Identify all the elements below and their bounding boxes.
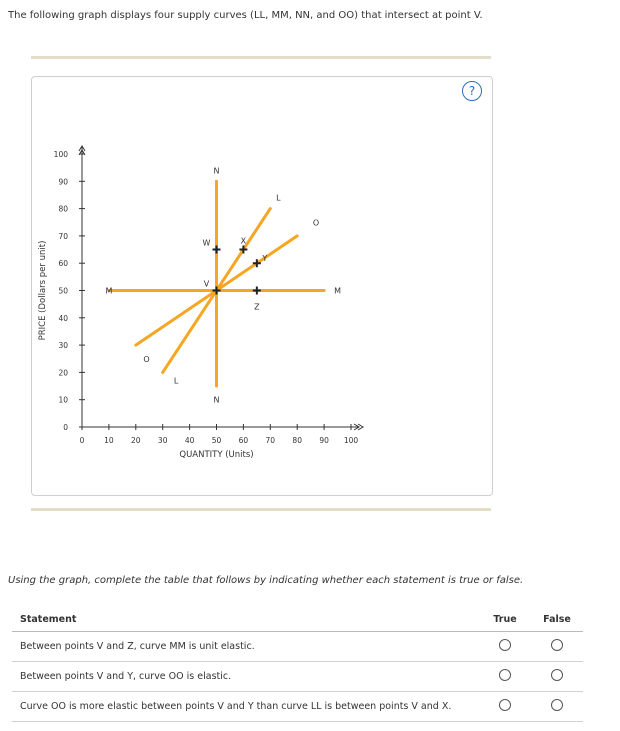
table-row	[12, 632, 583, 662]
y-tick-label: 60	[58, 259, 68, 269]
x-tick-label: 70	[265, 436, 276, 445]
curve-label: L	[276, 193, 281, 203]
x-tick-label: 50	[211, 436, 222, 445]
x-tick-label: 60	[238, 436, 249, 445]
point-label: X	[240, 236, 247, 246]
y-axis-label: PRICE (Dollars per unit)	[38, 240, 48, 341]
statement-header: Statement	[12, 608, 479, 632]
true-radio[interactable]	[499, 669, 511, 681]
point-marker	[253, 287, 261, 295]
curve-label: M	[334, 286, 342, 296]
instruction-text: Using the graph, complete the table that follows by indicating whether each statement is true or false.	[8, 575, 524, 586]
statement-text: Curve OO is more elastic between points V and Y than curve LL is between points V and X.	[12, 692, 479, 722]
curve-label: O	[143, 354, 150, 364]
x-tick-label: 100	[343, 436, 359, 445]
y-tick-label: 0	[63, 423, 68, 432]
x-tick-label: 80	[292, 436, 302, 445]
false-radio[interactable]	[551, 639, 563, 651]
table-header-row	[12, 608, 583, 632]
curve-label: N	[213, 395, 220, 405]
y-tick-label: 40	[58, 313, 68, 323]
false-header: False	[531, 608, 583, 632]
curve-label: L	[173, 376, 179, 386]
table-row	[12, 662, 583, 692]
supply-curves-chart[interactable]	[32, 77, 492, 495]
curve-label: M	[105, 286, 113, 296]
y-tick-label: 70	[58, 231, 68, 241]
true-radio[interactable]	[499, 699, 511, 711]
false-radio[interactable]	[551, 699, 563, 711]
y-tick-label: 10	[58, 395, 68, 405]
true-header: True	[479, 608, 531, 632]
point-label: V	[203, 279, 210, 289]
point-label: Y	[262, 254, 268, 264]
intro-text: The following graph displays four supply curves (LL, MM, NN, and OO) that intersect at point V.	[8, 10, 483, 21]
x-tick-label: 0	[79, 436, 85, 445]
table-row	[12, 692, 583, 722]
x-tick-label: 40	[184, 436, 195, 445]
x-tick-label: 90	[319, 436, 329, 445]
y-tick-label: 50	[58, 286, 68, 296]
curve-label: N	[213, 166, 220, 176]
statement-text: Between points V and Y, curve OO is elastic.	[12, 662, 479, 692]
graph-panel	[31, 76, 493, 496]
statement-table	[12, 608, 583, 722]
y-tick-label: 90	[58, 177, 68, 187]
top-divider	[31, 56, 491, 59]
x-tick-label: 30	[157, 436, 168, 445]
false-radio[interactable]	[551, 669, 563, 681]
bottom-divider	[31, 508, 491, 511]
point-label: W	[202, 238, 211, 248]
curve-label: O	[312, 218, 320, 228]
y-tick-label: 30	[58, 341, 68, 351]
point-marker	[213, 246, 221, 254]
y-tick-label: 80	[58, 204, 68, 214]
true-radio[interactable]	[499, 639, 511, 651]
statement-text: Between points V and Z, curve MM is unit elastic.	[12, 632, 479, 662]
y-tick-label: 20	[58, 368, 68, 378]
x-tick-label: 20	[131, 436, 141, 445]
point-label: Z	[254, 302, 260, 312]
y-tick-label: 100	[53, 150, 68, 159]
help-icon[interactable]: ?	[462, 81, 482, 101]
x-tick-label: 10	[104, 436, 114, 445]
x-axis-label: QUANTITY (Units)	[179, 450, 254, 460]
